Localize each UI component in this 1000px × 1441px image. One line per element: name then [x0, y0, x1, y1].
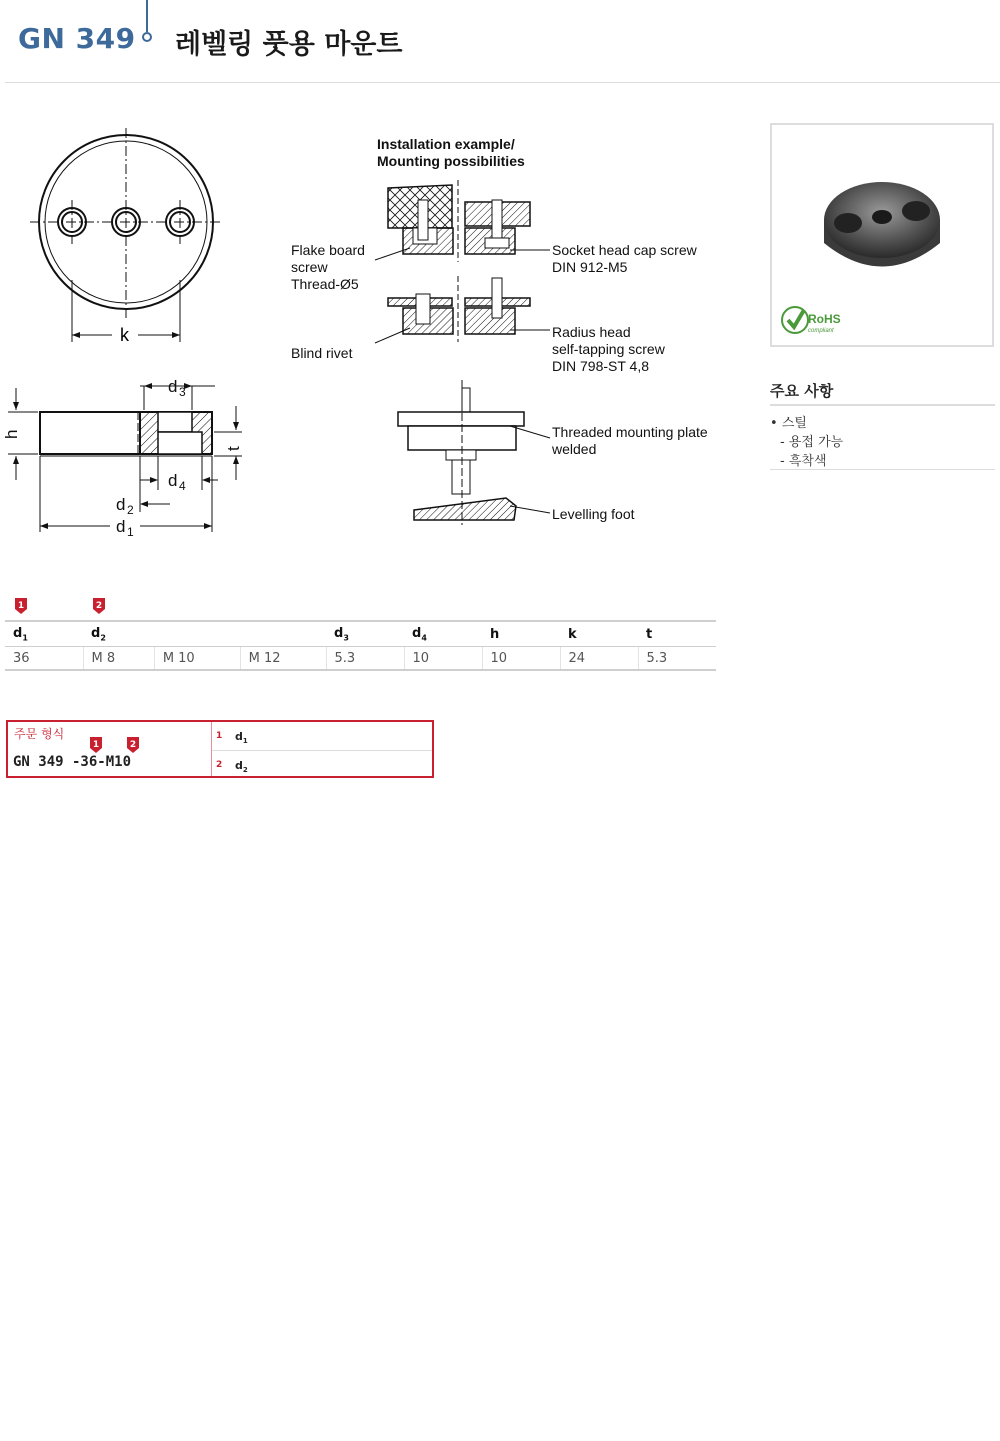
- cell-d1: 36: [5, 647, 83, 671]
- marker-2-icon: [92, 598, 106, 614]
- order-row-2-number: 2: [216, 760, 223, 770]
- header-accent-dot: [142, 32, 152, 42]
- order-format-label: 주문 형식: [14, 727, 65, 741]
- product-photo[interactable]: [770, 123, 994, 347]
- order-divider: [211, 722, 212, 776]
- label-radius-head-screw: Radius head self-tapping screw DIN 798-ST 4,8: [552, 324, 665, 374]
- installation-title: Installation example/ Mounting possibilities: [377, 136, 525, 169]
- dim-label-t: t: [224, 446, 243, 451]
- label-threaded-mounting-plate: Threaded mounting plate welded: [552, 424, 708, 457]
- dimension-table: [5, 620, 716, 671]
- dim-label-d1-sub: 1: [127, 525, 134, 539]
- cell-t: 5.3: [638, 647, 716, 671]
- dim-label-d2-sub: 2: [127, 503, 134, 517]
- rohs-sublabel: compliant: [808, 328, 834, 334]
- svg-text:1: 1: [92, 740, 100, 750]
- rohs-label: RoHS: [808, 312, 841, 326]
- marker-1-icon: [14, 598, 28, 614]
- dim-label-d1: d: [116, 517, 126, 536]
- cell-d2-m8: M 8: [83, 647, 154, 671]
- cell-h: 10: [482, 647, 560, 671]
- dim-label-k: k: [120, 325, 129, 345]
- dim-label-d3: d: [168, 377, 178, 396]
- label-flake-board-screw: Flake board screw Thread-Ø5: [291, 242, 365, 292]
- dim-label-h: h: [2, 429, 21, 439]
- cell-d4: 10: [404, 647, 482, 671]
- feature-material: • 스틸: [770, 416, 807, 431]
- dim-label-d2: d: [116, 495, 126, 514]
- svg-text:1: 1: [17, 601, 25, 611]
- page-title: 레벨링 풋용 마운트: [175, 29, 403, 60]
- order-code: GN 349 -36-M10: [13, 754, 132, 770]
- rohs-badge-icon: [780, 300, 850, 340]
- order-row-divider: [212, 750, 432, 751]
- label-levelling-foot: Levelling foot: [552, 506, 635, 522]
- features-heading: 주요 사항: [770, 382, 834, 400]
- svg-text:2: 2: [129, 740, 137, 750]
- dim-label-d4-sub: 4: [179, 479, 186, 493]
- table-header-row: $d_1$ $d_2$ $d_3$ $d_4$ h k t: [5, 621, 716, 647]
- cell-d3: 5.3: [326, 647, 404, 671]
- cell-d2-m10: M 10: [154, 647, 240, 671]
- header-accent-line: [146, 0, 148, 32]
- order-row-1-number: 1: [216, 731, 223, 741]
- header-divider: [5, 82, 1000, 83]
- label-socket-head-cap-screw: Socket head cap screw DIN 912-M5: [552, 242, 697, 275]
- svg-text:2: 2: [95, 601, 103, 611]
- cell-d2-m12: M 12: [240, 647, 326, 671]
- features-divider-top: [770, 404, 995, 406]
- product-code: GN 349: [18, 22, 136, 55]
- cell-k: 24: [560, 647, 638, 671]
- dim-label-d3-sub: 3: [179, 385, 186, 399]
- order-marker-2-icon: [126, 737, 140, 753]
- table-row: [5, 647, 716, 671]
- order-marker-1-icon: [89, 737, 103, 753]
- feature-item-1: - 용접 가능: [780, 435, 844, 450]
- label-blind-rivet: Blind rivet: [291, 345, 353, 361]
- feature-item-2: - 흑착색: [780, 454, 827, 469]
- features-divider-bottom: [770, 469, 995, 470]
- order-row-2-key: $d_2$: [235, 759, 248, 775]
- order-row-1-key: $d_1$: [235, 730, 248, 746]
- technical-drawing: [0, 120, 260, 540]
- dim-label-d4: d: [168, 471, 178, 490]
